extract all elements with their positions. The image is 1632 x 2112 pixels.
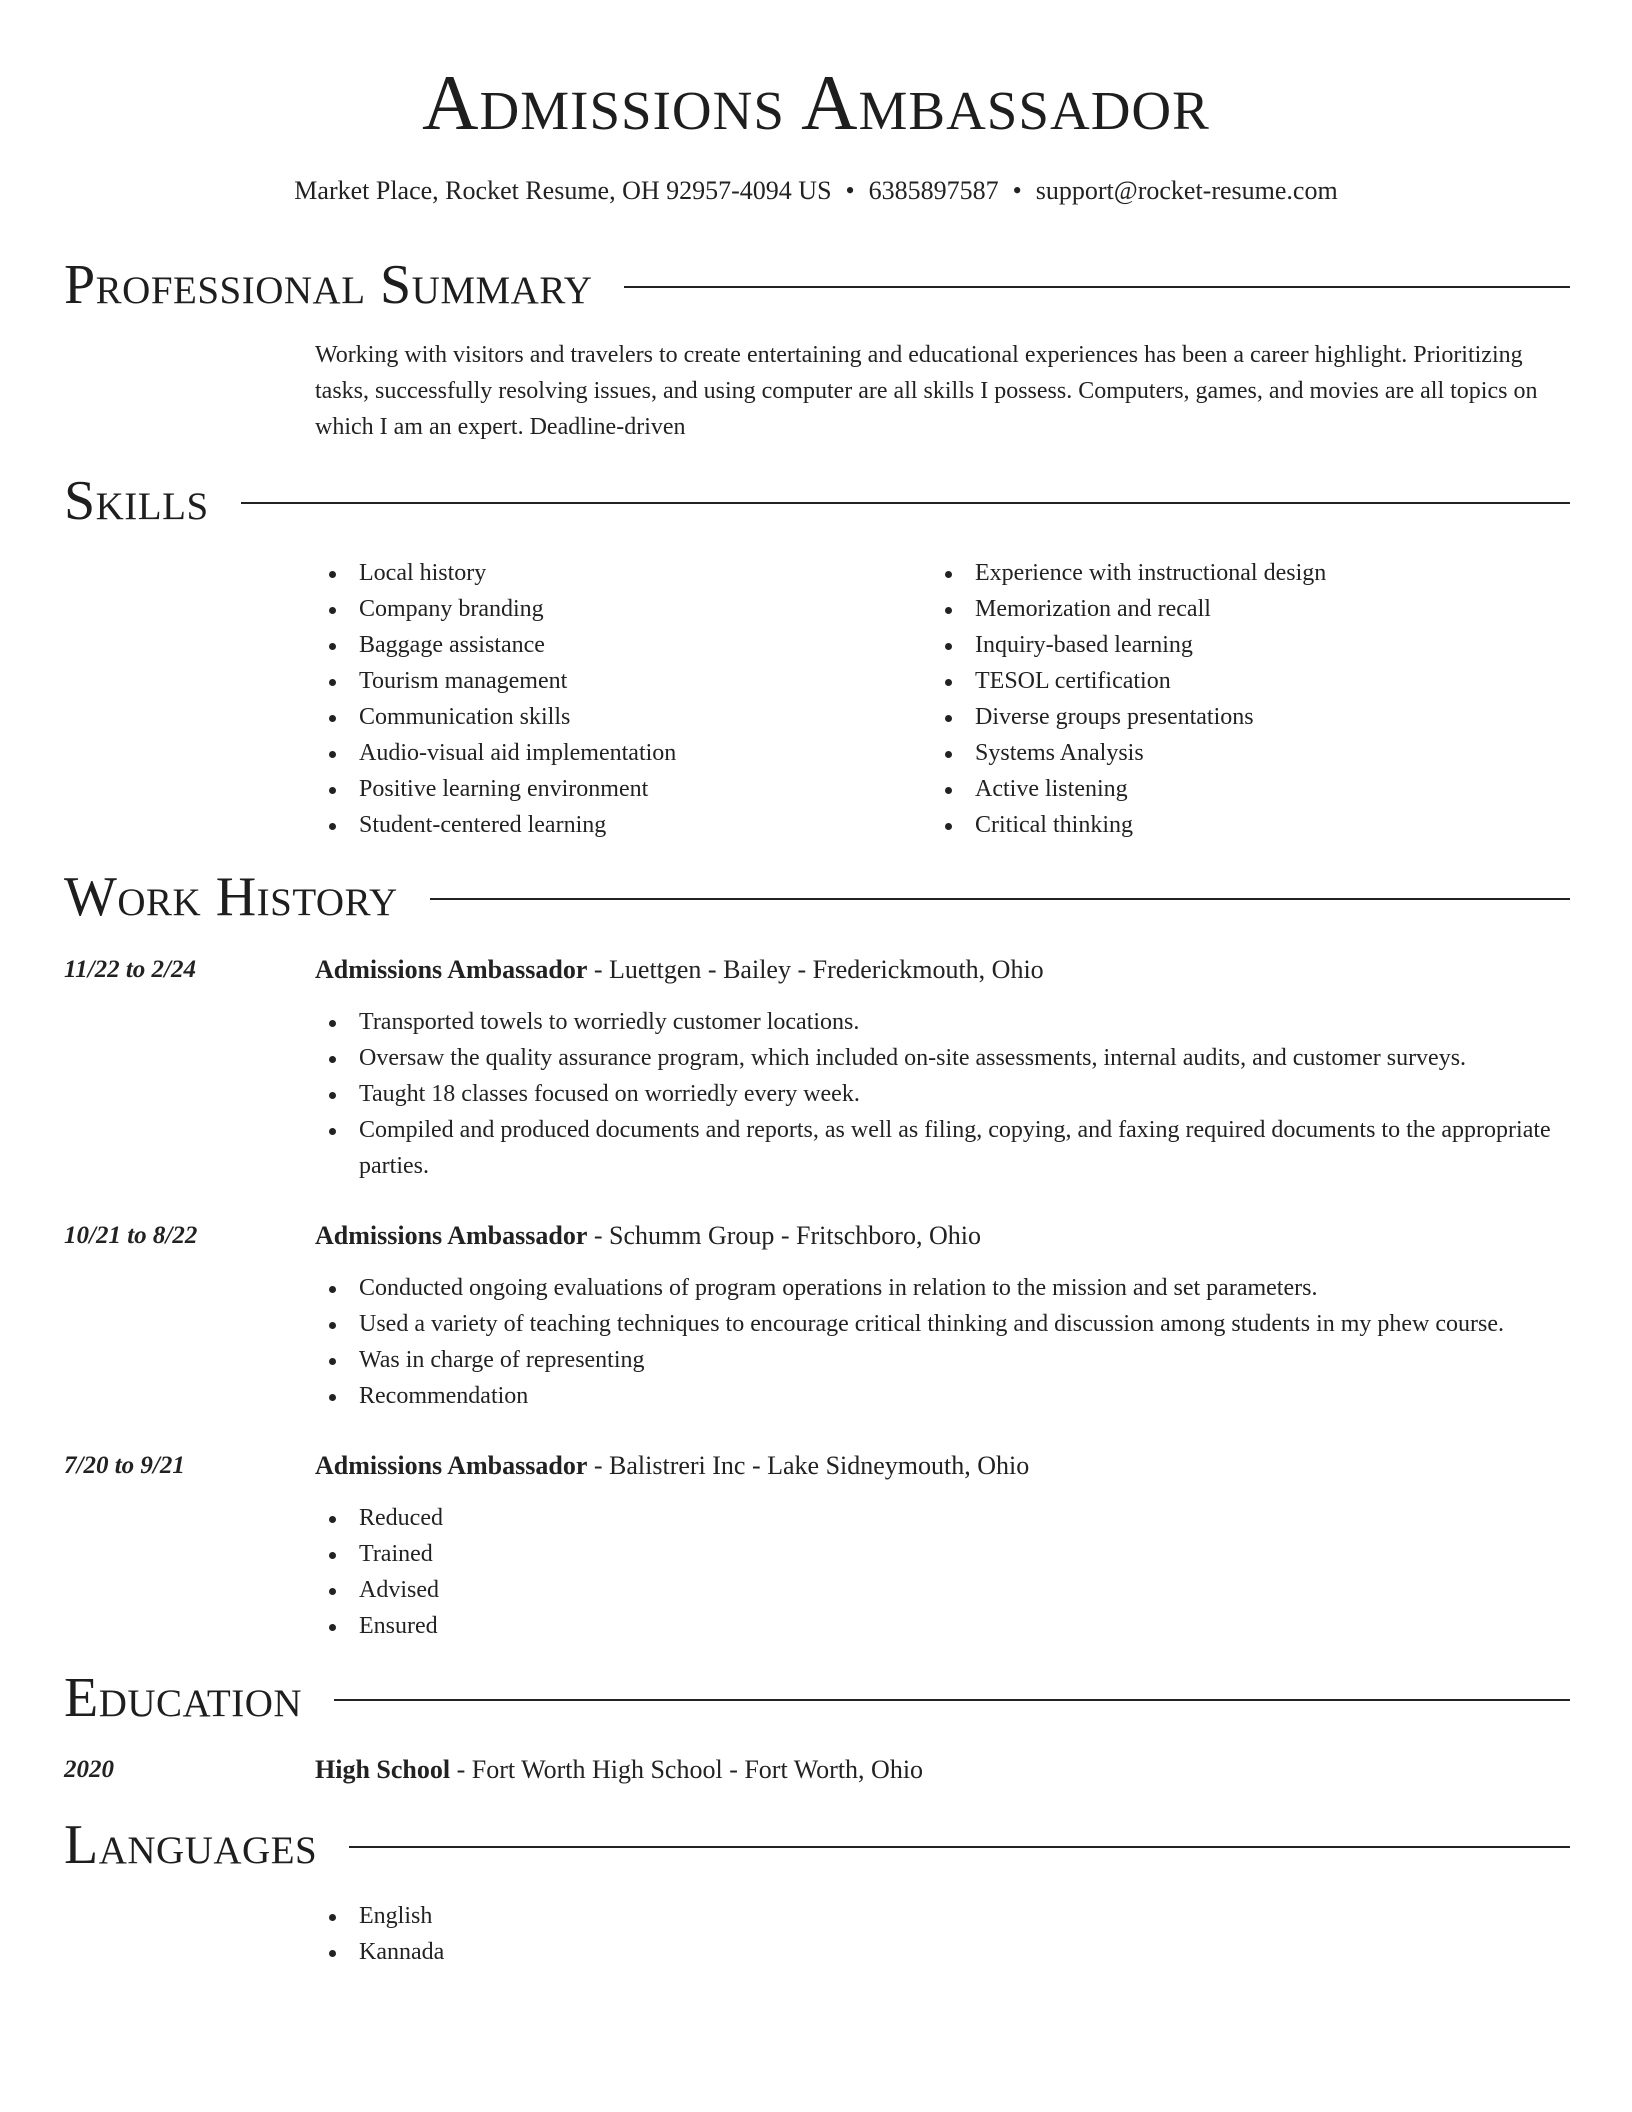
- job-title: Admissions Ambassador: [315, 1221, 588, 1250]
- job-bullet: Trained: [315, 1536, 1575, 1572]
- job-bullet: Advised: [315, 1572, 1575, 1608]
- contact-phone: 6385897587: [868, 176, 999, 205]
- job-title: Admissions Ambassador: [315, 1451, 588, 1480]
- skill-item: Communication skills: [315, 699, 905, 735]
- contact-address: Market Place, Rocket Resume, OH 92957-4094 US: [294, 176, 832, 205]
- job-heading: [315, 1448, 1570, 1484]
- languages-list: [315, 1898, 1575, 1970]
- section-title: Languages: [64, 1814, 318, 1876]
- education-heading: [315, 1752, 1570, 1788]
- job-heading: [315, 952, 1570, 988]
- contact-separator: •: [845, 176, 855, 205]
- education-school-location: - Fort Worth High School - Fort Worth, Ohio: [450, 1755, 924, 1784]
- skill-item: Diverse groups presentations: [931, 699, 1571, 735]
- section-divider: [430, 898, 1570, 900]
- job-dates: 11/22 to 2/24: [64, 956, 196, 983]
- section-title: Work History: [64, 866, 398, 928]
- job-bullet: Oversaw the quality assurance program, which included on-site assessments, internal audits, and customer surveys.: [315, 1040, 1575, 1076]
- job-employer-location: - Luettgen - Bailey - Frederickmouth, Ohio: [587, 955, 1044, 984]
- contact-separator: •: [1012, 176, 1022, 205]
- education-year: 2020: [64, 1756, 114, 1783]
- skill-item: Systems Analysis: [931, 735, 1571, 771]
- job-bullet: Recommendation: [315, 1378, 1575, 1414]
- language-item: Kannada: [315, 1934, 1575, 1970]
- skill-item: Memorization and recall: [931, 591, 1571, 627]
- language-item: English: [315, 1898, 1575, 1934]
- skill-item: Critical thinking: [931, 807, 1571, 843]
- contact-email: support@rocket-resume.com: [1035, 176, 1338, 205]
- skills-list-column-1: [315, 555, 905, 843]
- section-header-work-history: [64, 862, 1570, 932]
- skill-item: TESOL certification: [931, 663, 1571, 699]
- job-bullet: Ensured: [315, 1608, 1575, 1644]
- skill-item: Student-centered learning: [315, 807, 905, 843]
- section-header-languages: [64, 1810, 1570, 1880]
- section-header-skills: [64, 466, 1570, 536]
- skill-item: Local history: [315, 555, 905, 591]
- job-dates: 7/20 to 9/21: [64, 1452, 185, 1479]
- skill-item: Inquiry-based learning: [931, 627, 1571, 663]
- skill-item: Positive learning environment: [315, 771, 905, 807]
- section-header-summary: [64, 250, 1570, 320]
- section-divider: [349, 1846, 1570, 1848]
- skill-item: Active listening: [931, 771, 1571, 807]
- skill-item: Company branding: [315, 591, 905, 627]
- job-employer-location: - Balistreri Inc - Lake Sidneymouth, Ohio: [587, 1451, 1030, 1480]
- section-title: Education: [64, 1667, 303, 1729]
- summary-text: Working with visitors and travelers to create entertaining and educational experiences has been a career highlight. Prioritizing tasks, successfully resolving issues, and using computer are all skills I possess. Computers, games, and movies are all topics on which I am an expert. Deadline-driven: [315, 342, 1538, 440]
- job-bullet: Reduced: [315, 1500, 1575, 1536]
- skills-list-column-2: [931, 555, 1571, 843]
- section-header-education: [64, 1663, 1570, 1733]
- candidate-name: Admissions Ambassador: [422, 59, 1210, 146]
- job-bullet: Taught 18 classes focused on worriedly every week.: [315, 1076, 1575, 1112]
- job-bullet: Transported towels to worriedly customer locations.: [315, 1004, 1575, 1040]
- job-bullet: Compiled and produced documents and reports, as well as filing, copying, and faxing required documents to the appropriate parties.: [315, 1112, 1575, 1184]
- section-divider: [241, 502, 1570, 504]
- skill-item: Baggage assistance: [315, 627, 905, 663]
- job-bullet: Was in charge of representing: [315, 1342, 1575, 1378]
- section-title: Skills: [64, 470, 209, 532]
- job-bullets: [315, 1004, 1575, 1184]
- job-bullets: [315, 1500, 1575, 1644]
- job-employer-location: - Schumm Group - Fritschboro, Ohio: [587, 1221, 981, 1250]
- section-divider: [624, 286, 1570, 288]
- contact-line: [0, 174, 1632, 208]
- job-heading: [315, 1218, 1570, 1254]
- skill-item: Tourism management: [315, 663, 905, 699]
- skill-item: Experience with instructional design: [931, 555, 1571, 591]
- section-title: Professional Summary: [64, 254, 593, 316]
- job-dates: 10/21 to 8/22: [64, 1222, 198, 1249]
- job-bullet: Conducted ongoing evaluations of program operations in relation to the mission and set parameters.: [315, 1270, 1575, 1306]
- job-title: Admissions Ambassador: [315, 955, 588, 984]
- skill-item: Audio-visual aid implementation: [315, 735, 905, 771]
- job-bullets: [315, 1270, 1575, 1414]
- section-divider: [334, 1699, 1570, 1701]
- education-degree: High School: [315, 1755, 451, 1784]
- job-bullet: Used a variety of teaching techniques to encourage critical thinking and discussion among students in my phew course.: [315, 1306, 1575, 1342]
